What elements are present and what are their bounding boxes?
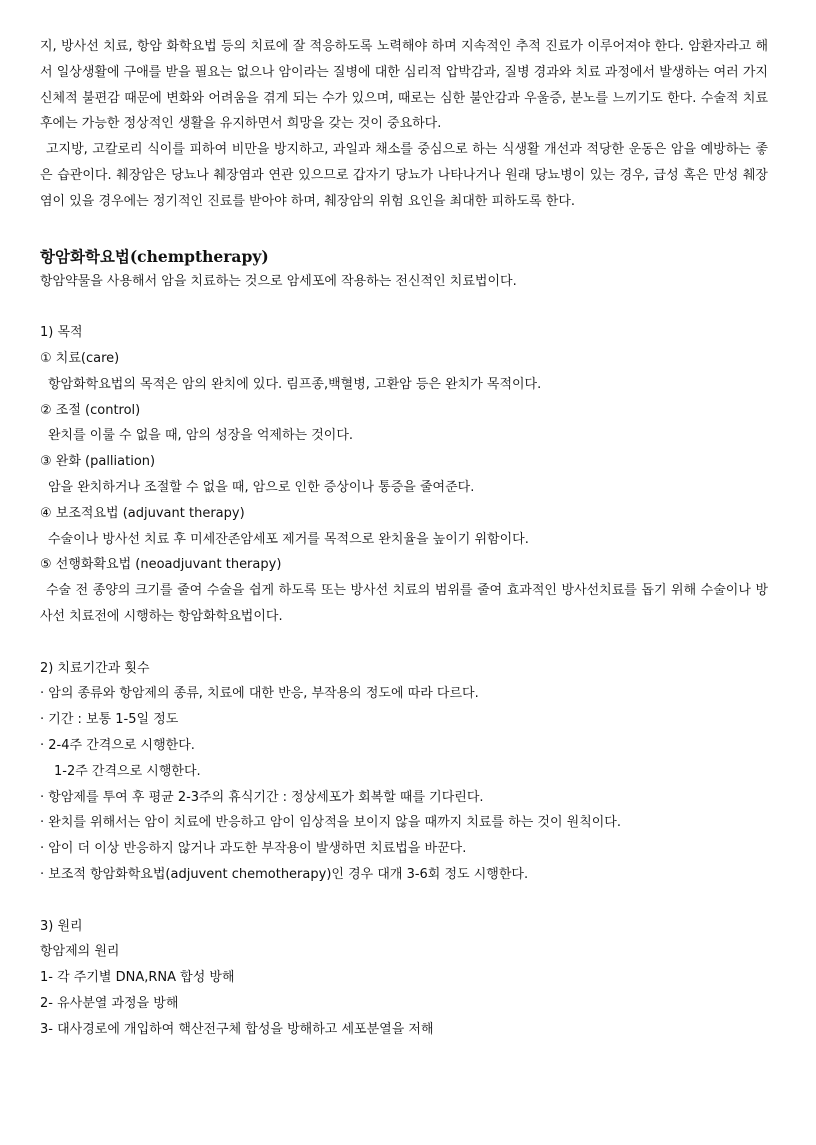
intro-paragraph-1: 지, 방사선 치료, 항암 화학요법 등의 치료에 잘 적응하도록 노력해야 하며 지속적인 추적 진료가 이루어져야 한다. 암환자라고 해서 일상생활에 구애를 받을 필요는 없으나 암이라는 질병에 대한 심리적 압박감과, 질병 경과와 치료 과정에서 발생하는 여러 가지 신체적 불편감 때문에 변화와 어려움을 겪게 되는 수가 있으며, 때로는 심한 불안감과 우울증, 분노를 느끼기도 한다. 수술적 치료 후에는 가능한 정상적인 생활을 유지하면서 희망을 갖는 것이 중요하다. — [40, 39, 768, 132]
duration-line: · 보조적 항암화학요법(adjuvent chemotherapy)인 경우 대개 3-6회 정도 시행한다. — [40, 866, 529, 882]
purpose-item-label: ⑤ 선행화확요법 (neoadjuvant therapy) — [40, 557, 282, 573]
purpose-item-label: ③ 완화 (palliation) — [40, 454, 156, 470]
purpose-item-desc: 완치를 이룰 수 없을 때, 암의 성장을 억제하는 것이다. — [48, 428, 354, 444]
section-title: 항암화학요법(chemptherapy) — [40, 246, 269, 266]
duration-line: · 암의 종류와 항암제의 종류, 치료에 대한 반응, 부작용의 정도에 따라 다르다. — [40, 686, 479, 702]
purpose-item-label: ① 치료(care) — [40, 350, 120, 366]
purpose-item-desc: 수술 전 종양의 크기를 줄여 수술을 쉽게 하도록 또는 방사선 치료의 범위를 줄여 효과적인 방사선치료를 돕기 위해 수술이나 방사선 치료전에 시행하는 항암화학요법이다. — [40, 583, 768, 624]
document-page — [40, 34, 768, 1042]
principle-line: 2- 유사분열 과정을 방해 — [40, 995, 179, 1011]
section-definition: 항암약물을 사용해서 암을 치료하는 것으로 암세포에 작용하는 전신적인 치료법이다. — [40, 273, 517, 289]
principle-line: 3- 대사경로에 개입하여 핵산전구체 합성을 방해하고 세포분열을 저해 — [40, 1021, 434, 1037]
duration-line: 1-2주 간격으로 시행한다. — [54, 763, 201, 779]
duration-line: · 기간 : 보통 1-5일 정도 — [40, 712, 179, 728]
principle-heading: 3) 원리 — [40, 918, 83, 934]
intro-paragraph-2: 고지방, 고칼로리 식이를 피하여 비만을 방지하고, 과일과 채소를 중심으로 하는 식생활 개선과 적당한 운동은 암을 예방하는 좋은 습관이다. 췌장암은 당뇨나 췌장염과 연관 있으므로 갑자기 당뇨가 나타나거나 원래 당뇨병이 있는 경우, 급성 혹은 만성 췌장염이 있을 경우에는 정기적인 진료를 받아야 하며, 췌장암의 위험 요인을 최대한 피하도록 한다. — [40, 142, 768, 209]
principle-line: 1- 각 주기별 DNA,RNA 합성 방해 — [40, 970, 235, 986]
purpose-item-desc: 암을 완치하거나 조절할 수 없을 때, 암으로 인한 증상이나 통증을 줄여준다. — [48, 479, 475, 495]
purpose-item-label: ④ 보조적요법 (adjuvant therapy) — [40, 505, 245, 521]
duration-line: · 완치를 위해서는 암이 치료에 반응하고 암이 임상적을 보이지 않을 때까지 치료를 하는 것이 원칙이다. — [40, 815, 621, 831]
duration-heading: 2) 치료기간과 횟수 — [40, 660, 150, 676]
purpose-item-label: ② 조절 (control) — [40, 402, 141, 418]
purpose-item-desc: 항암화학요법의 목적은 암의 완치에 있다. 림프종,백혈병, 고환암 등은 완치가 목적이다. — [48, 376, 542, 392]
duration-line: · 항암제를 투여 후 평균 2-3주의 휴식기간 : 정상세포가 회복할 때를 기다린다. — [40, 789, 484, 805]
duration-line: · 암이 더 이상 반응하지 않거나 과도한 부작용이 발생하면 치료법을 바꾼다. — [40, 841, 467, 857]
purpose-heading: 1) 목적 — [40, 325, 83, 341]
purpose-item-desc: 수술이나 방사선 치료 후 미세잔존암세포 제거를 목적으로 완치율을 높이기 위함이다. — [48, 531, 529, 547]
duration-line: · 2-4주 간격으로 시행한다. — [40, 737, 195, 753]
principle-subheading: 항암제의 원리 — [40, 944, 120, 960]
